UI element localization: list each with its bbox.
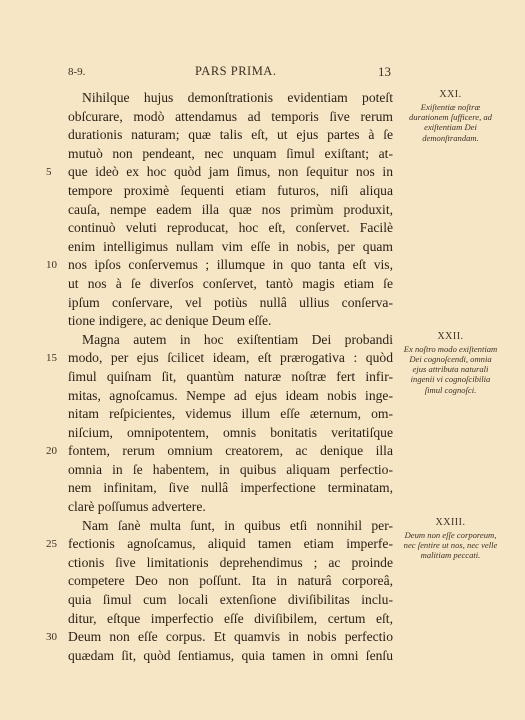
text-line: cauſa, nempe eadem illa quæ nos primùm produxit, [68,201,393,217]
text-line: ditur, eſtque imperfectio eſſe diviſibilem, certum eſt, [68,610,393,626]
margin-note-text: Deum non eſſe corporeum, nec ſentire ut nos, nec velle malitiam peccati. [403,529,498,561]
text-line: mutuò non pendeant, nec unquam ſimul exiſtant; at- [68,145,393,161]
text-line: modo, per ejus ſcilicet ideam, eſt prærogativa : quòd [68,350,393,366]
text-line: ctionis ſive limitationis deprehendimus ; ac proinde [68,554,393,570]
page-number: 13 [378,64,391,79]
page-header [0,64,525,84]
line-number: 20 [46,445,57,458]
line-number: 15 [46,352,57,365]
text-line: competere Deo non poſſunt. Ita in naturâ corporeâ, [68,573,393,589]
margin-note-text: Exiſtentiæ noſtræ durationem ſufficere, ad exiſtentiam Dei demonſtrandam. [409,102,492,143]
text-line: tione indigere, ac denique Deum eſſe. [68,313,272,329]
text-line: Deum non eſſe corpus. Et quamvis in nobis perfectio [68,629,393,645]
text-line: Magna autem in hoc exiſtentiam Dei probandi [82,331,393,347]
text-line: continuò veluti reproducat, hoc eſt, conſervet. Facilè [68,220,393,236]
text-line: omnia in ſe habentem, in quibus aliquam perfectio- [68,461,393,477]
line-number: 30 [46,631,57,644]
text-line: ipſum conſervare, vel potiùs nullâ ullius conſerva- [68,294,393,310]
margin-note [403,517,498,561]
text-line: nos ipſos conſervemus ; illumque in quo tanta eſt vis, [68,257,393,273]
text-line: quia ſimul cum locali extenſione diviſibilitas inclu- [68,592,393,608]
margin-note-number: XXII. [437,330,464,342]
text-line: Nihilque hujus demonſtrationis evidentiam poteſt [82,90,393,105]
text-line: que ideò ex hoc quòd jam ſimus, non ſequitur nos in [68,164,393,180]
line-number: 25 [46,538,57,551]
text-line: enim intelligimus nullam vim eſſe in nobis, per quam [68,238,393,254]
text-line: Nam ſanè multa ſunt, in quibus etſi nonnihil per- [82,517,393,533]
text-line: fontem, rerum omnium creatorem, ac denique illa [68,443,393,459]
text-line: quædam ſit, quòd ſentiamus, quia tamen in omni ſenſu [68,647,393,663]
margin-note [403,331,498,395]
text-line: obſcurare, modò attendamus ad temporis ſive rerum [68,108,393,124]
folio-reference: 8-9. [68,66,86,78]
line-number: 10 [46,259,57,272]
text-line: ut nos à ſe diverſos conſervet, tantò magis etiam ſe [68,275,393,291]
margin-note-number: XXIII. [435,516,466,528]
margin-note-number: XXI. [439,89,462,100]
text-line: mitas, agnoſcamus. Nempe ad ejus ideam nobis inge- [68,387,393,403]
text-line: ſimul quiſnam ſit, quantùm naturæ noſtræ fert infir- [68,368,393,384]
text-line: niſcium, omnipotentem, omnis bonitatis veritatiſque [68,424,393,440]
margin-note [403,89,498,143]
margin-note-text: Ex noſtro modo exiſtentiam Dei cognoſcendi, omnia ejus attributa naturali ingenii vi cognoſcibilia ſimul cognoſci. [403,343,498,395]
text-line: nem infinitam, ſive nullâ imperfectione terminatam, [68,480,393,496]
text-line: tempore proximè ſequenti etiam futuros, niſi aliqua [68,182,393,198]
running-title: PARS PRIMA. [195,64,277,78]
text-line: clarè poſſumus advertere. [68,499,206,515]
line-number: 5 [46,166,52,179]
main-text-block [68,89,393,665]
text-line: fectionis agnoſcamus, aliquid tamen etiam imperfe- [68,536,393,552]
text-line: durationis naturam; quæ talis eſt, ut ejus partes à ſe [68,127,393,143]
text-line: nitam reſpicientes, videmus illum eſſe æternum, om- [68,406,393,422]
